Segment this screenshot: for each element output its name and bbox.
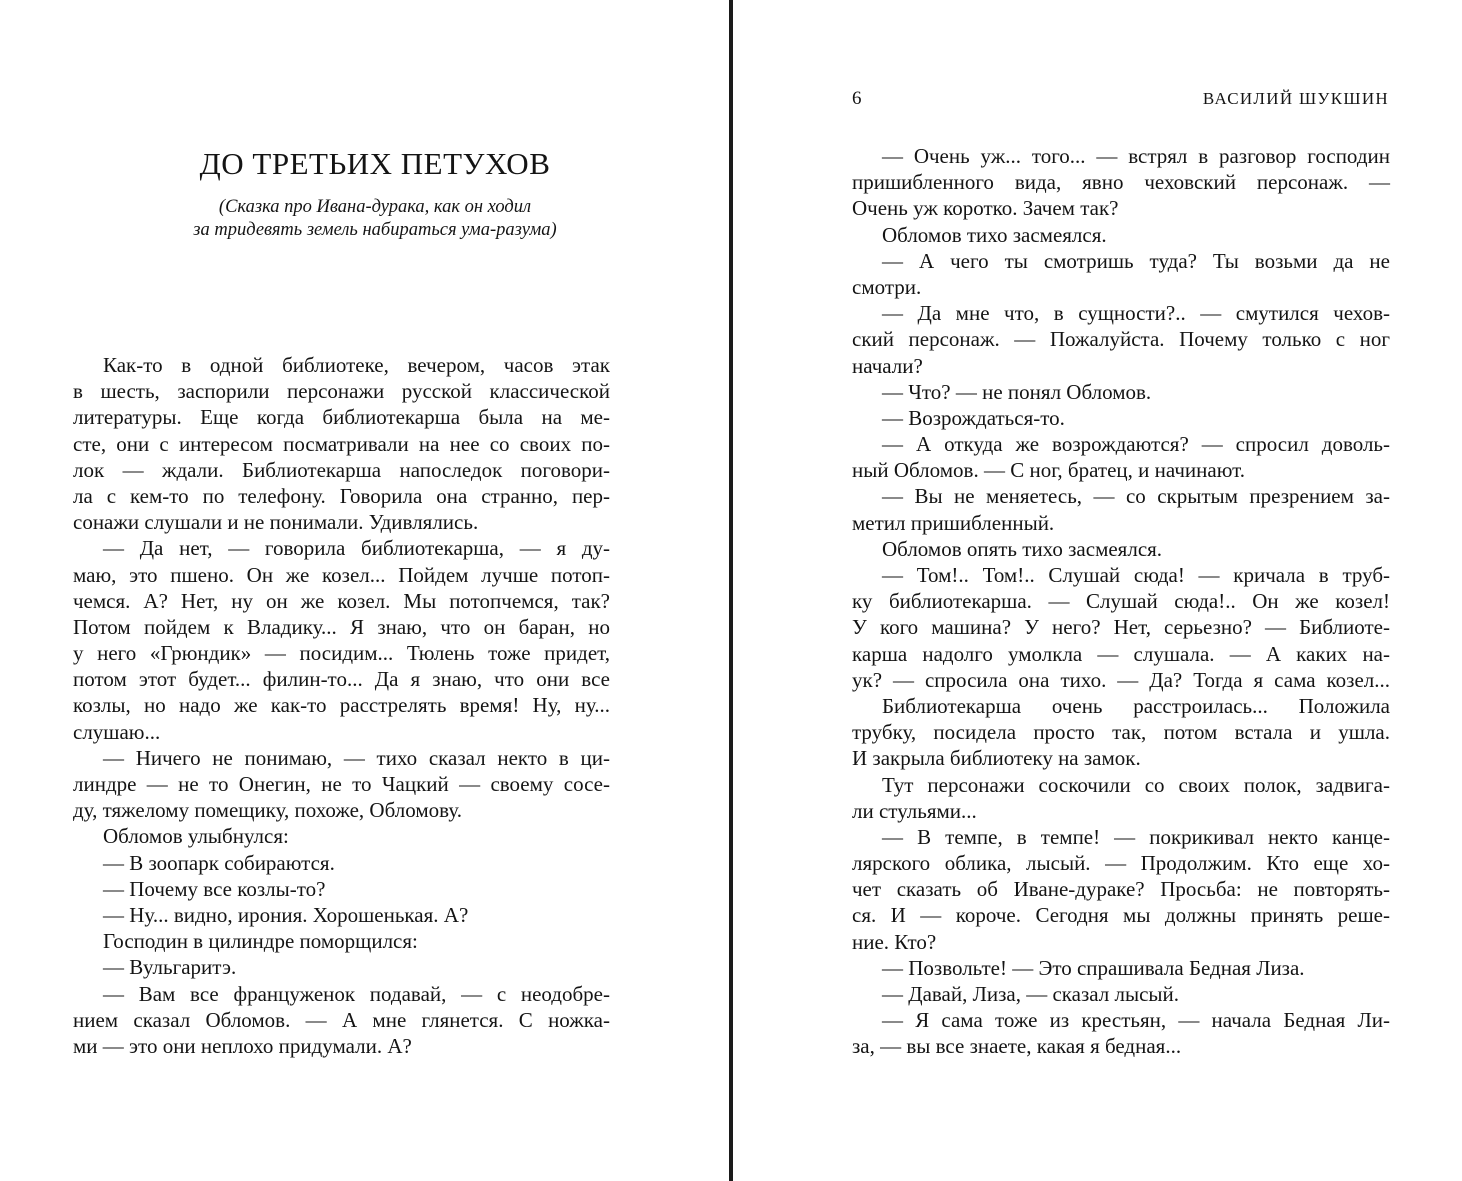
text-line: трубку, посидела просто так, потом встала и ушла. (852, 720, 1390, 745)
text-line: за, — вы все знаете, какая я бедная... (852, 1034, 1182, 1059)
chapter-subtitle (70, 196, 680, 242)
text-line: потом этот будет... филин-то... Да я знаю, что они все (73, 667, 610, 692)
text-line: — Что? — не понял Обломов. (882, 379, 1152, 404)
text-line: лок — ждали. Библиотекарша напоследок поговори- (73, 457, 610, 482)
text-line: — В зоопарк собираются. (103, 850, 335, 875)
text-line: — Очень уж... того... — встрял в разговор господин (882, 144, 1390, 168)
text-line: смотри. (852, 274, 922, 299)
text-line: Обломов тихо засмеялся. (882, 222, 1107, 247)
text-line: чет сказать об Иване-дураке? Просьба: не повторять- (852, 877, 1390, 902)
subtitle-line: за тридевять земель набираться ума-разума) (193, 220, 557, 240)
text-line: пришибленного вида, явно чеховский персонаж. — (852, 170, 1390, 195)
chapter-title: ДО ТРЕТЬИХ ПЕТУХОВ (199, 146, 551, 181)
text-line: слушаю... (73, 719, 161, 744)
text-line: ся. И — короче. Сегодня мы должны принять реше- (852, 903, 1390, 928)
text-line: маю, это пшено. Он же козел... Пойдем лучше потоп- (73, 562, 610, 587)
text-line: ук? — спросила она тихо. — Да? Тогда я сама козел... (852, 667, 1390, 692)
text-line: ли стульями... (852, 798, 977, 823)
text-line: — Возрождаться-то. (882, 405, 1065, 430)
text-line: — А чего ты смотришь туда? Ты возьми да не (882, 248, 1390, 273)
text-line: — Вы не меняетесь, — со скрытым презрением за- (882, 484, 1390, 509)
left-page (0, 0, 729, 1181)
text-line: — В темпе, в темпе! — покрикивал некто канце- (882, 824, 1390, 849)
text-line: — Ничего не понимаю, — тихо сказал некто в ци- (103, 745, 610, 770)
text-line: Господин в цилиндре поморщился: (103, 929, 418, 954)
text-line: у него «Грюндик» — посидим... Тюлень тоже придет, (73, 641, 610, 666)
text-line: — Давай, Лиза, — сказал лысый. (882, 982, 1180, 1006)
text-line: — Вульгаритэ. (103, 955, 237, 980)
text-line: чемся. А? Нет, ну он же козел. Мы потопчемся, так? (73, 588, 610, 613)
text-line: У кого машина? У него? Нет, серьезно? — Библиоте- (852, 615, 1390, 640)
text-line: — Вам все француженок подавай, — с неодобре- (103, 981, 610, 1006)
text-line: козлы, но надо же как-то расстрелять время! Ну, ну... (73, 693, 610, 718)
text-line: — Да нет, — говорила библиотекарша, — я ду- (103, 536, 610, 561)
text-line: ный Обломов. — С ног, братец, и начинают. (852, 458, 1245, 483)
text-line: линдре — не то Онегин, не то Чацкий — своему сосе- (73, 772, 610, 796)
text-line: метил пришибленный. (852, 510, 1055, 535)
text-line: лярского облика, лысый. — Продолжим. Кто еще хо- (852, 851, 1390, 876)
left-body-text (73, 352, 610, 1059)
text-line: ние. Кто? (852, 929, 937, 954)
text-line: Обломов опять тихо засмеялся. (882, 536, 1163, 561)
text-line: ла с кем-то по телефону. Говорила она странно, пер- (73, 483, 610, 508)
text-line: ку библиотекарша. — Слушай сюда!.. Он же козел! (852, 589, 1390, 614)
text-line: начали? (852, 353, 923, 378)
text-line: ду, тяжелому помещику, похоже, Обломову. (73, 798, 462, 823)
text-line: Как-то в одной библиотеке, вечером, часов этак (103, 353, 610, 377)
running-head: ВАСИЛИЙ ШУКШИН (1202, 89, 1389, 108)
text-line: — Позвольте! — Это спрашивала Бедная Лиза. (882, 955, 1305, 980)
text-line: — Я сама тоже из крестьян, — начала Бедная Ли- (882, 1008, 1390, 1033)
right-body-text (852, 143, 1390, 1060)
text-line: — Почему все козлы-то? (103, 876, 326, 901)
subtitle-line: (Сказка про Ивана-дурака, как он ходил (218, 197, 532, 217)
text-line: ми — это они неплохо придумали. А? (73, 1033, 412, 1058)
text-line: — Ну... видно, ирония. Хорошенькая. А? (103, 902, 469, 927)
text-line: Обломов улыбнулся: (103, 824, 289, 849)
text-line: — Том!.. Том!.. Слушай сюда! — кричала в труб- (882, 563, 1390, 587)
text-line: Очень уж коротко. Зачем так? (852, 196, 1119, 221)
text-line: — А откуда же возрождаются? — спросил доволь- (882, 432, 1390, 457)
text-line: Потом пойдем к Владику... Я знаю, что он баран, но (73, 614, 610, 639)
page-number: 6 (852, 88, 862, 109)
text-line: карша надолго умолкла — слушала. — А каких на- (852, 641, 1390, 666)
text-line: Библиотекарша очень расстроилась... Положила (882, 693, 1390, 718)
text-line: нием сказал Обломов. — А мне глянется. С ножка- (73, 1007, 610, 1032)
text-line: литературы. Еще когда библиотекарша была на ме- (73, 405, 610, 430)
text-line: Тут персонажи соскочили со своих полок, задвига- (882, 772, 1390, 797)
text-line: в шесть, заспорили персонажи русской классической (73, 379, 610, 404)
text-line: сонажи слушали и не понимали. Удивлялись. (73, 510, 479, 535)
right-page (733, 0, 1462, 1181)
text-line: И закрыла библиотеку на замок. (852, 746, 1141, 771)
text-line: — Да мне что, в сущности?.. — смутился чехов- (882, 301, 1390, 326)
text-line: сте, они с интересом посматривали на нее со своих по- (73, 431, 610, 456)
text-line: ский персонаж. — Пожалуйста. Почему только с ног (852, 327, 1390, 352)
